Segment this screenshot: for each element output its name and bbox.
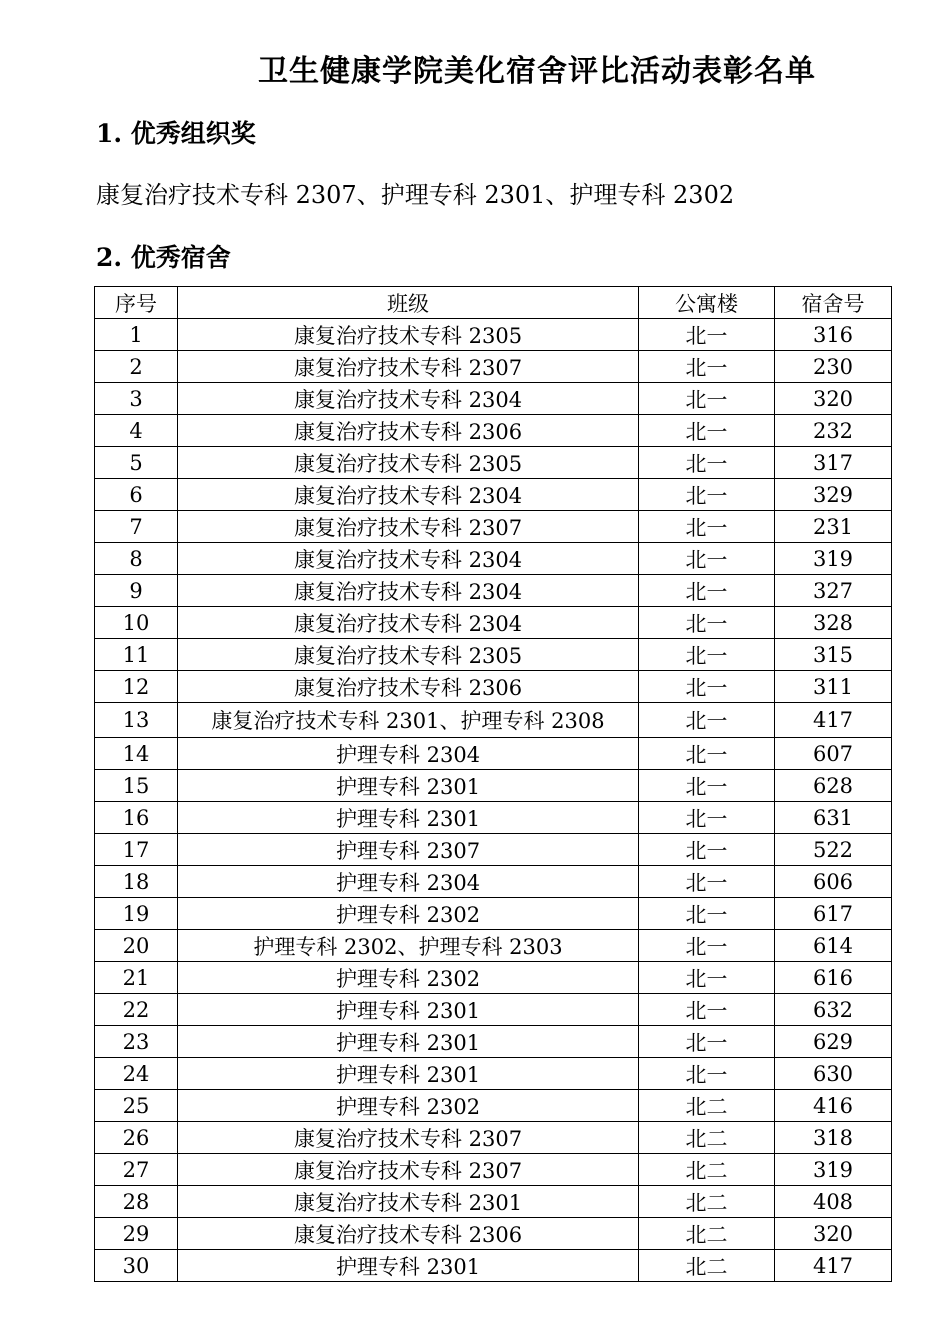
table-row [95,930,892,962]
cell-room: 416 [775,1090,892,1122]
cell-room: 629 [775,1026,892,1058]
cell-class: 康复治疗技术专科 2307 [178,1122,639,1154]
cell-building: 北一 [639,639,775,671]
cell-building: 北一 [639,415,775,447]
cell-no: 22 [95,994,178,1026]
cell-building: 北一 [639,479,775,511]
cell-room: 230 [775,351,892,383]
table-row [95,639,892,671]
cell-no: 10 [95,607,178,639]
cell-class: 康复治疗技术专科 2301 [178,1186,639,1218]
table-row [95,351,892,383]
header-class: 班级 [178,287,639,319]
cell-room: 328 [775,607,892,639]
table-row [95,1122,892,1154]
cell-room: 320 [775,1218,892,1250]
cell-room: 628 [775,770,892,802]
table-row [95,1154,892,1186]
cell-building: 北一 [639,607,775,639]
cell-no: 21 [95,962,178,994]
cell-class: 护理专科 2301 [178,802,639,834]
cell-no: 25 [95,1090,178,1122]
table-body [95,319,892,1282]
cell-no: 7 [95,511,178,543]
cell-class: 护理专科 2301 [178,1058,639,1090]
section-heading-dormitory-award: 2. 优秀宿舍 [96,243,231,272]
table-row [95,802,892,834]
table-row [95,575,892,607]
cell-room: 606 [775,866,892,898]
cell-no: 20 [95,930,178,962]
cell-room: 607 [775,738,892,770]
cell-room: 318 [775,1122,892,1154]
cell-no: 15 [95,770,178,802]
cell-class: 康复治疗技术专科 2304 [178,543,639,575]
table-row [95,866,892,898]
cell-building: 北一 [639,770,775,802]
cell-building: 北二 [639,1250,775,1282]
header-building: 公寓楼 [639,287,775,319]
table-row [95,834,892,866]
cell-no: 27 [95,1154,178,1186]
cell-building: 北一 [639,866,775,898]
cell-building: 北一 [639,834,775,866]
cell-building: 北二 [639,1122,775,1154]
cell-room: 317 [775,447,892,479]
table-row [95,1026,892,1058]
cell-room: 522 [775,834,892,866]
cell-no: 19 [95,898,178,930]
cell-no: 1 [95,319,178,351]
cell-no: 24 [95,1058,178,1090]
cell-room: 319 [775,543,892,575]
cell-building: 北一 [639,1058,775,1090]
cell-class: 康复治疗技术专科 2304 [178,383,639,415]
table-row [95,479,892,511]
cell-room: 329 [775,479,892,511]
cell-no: 5 [95,447,178,479]
cell-class: 康复治疗技术专科 2301、护理专科 2308 [178,703,639,738]
table-row [95,511,892,543]
table-row [95,1058,892,1090]
cell-no: 6 [95,479,178,511]
cell-no: 3 [95,383,178,415]
table-row [95,1186,892,1218]
cell-no: 28 [95,1186,178,1218]
table-row [95,415,892,447]
cell-class: 康复治疗技术专科 2304 [178,479,639,511]
cell-class: 康复治疗技术专科 2306 [178,1218,639,1250]
cell-building: 北一 [639,351,775,383]
cell-no: 29 [95,1218,178,1250]
table-row [95,1250,892,1282]
cell-class: 护理专科 2307 [178,834,639,866]
cell-class: 康复治疗技术专科 2306 [178,671,639,703]
table-row [95,770,892,802]
organization-award-list: 康复治疗技术专科 2307、护理专科 2301、护理专科 2302 [96,181,735,209]
table-row [95,994,892,1026]
cell-building: 北一 [639,738,775,770]
header-no: 序号 [95,287,178,319]
cell-room: 311 [775,671,892,703]
cell-class: 护理专科 2302 [178,962,639,994]
cell-no: 2 [95,351,178,383]
cell-no: 11 [95,639,178,671]
cell-class: 康复治疗技术专科 2304 [178,607,639,639]
honor-table [94,286,892,1282]
cell-no: 12 [95,671,178,703]
cell-room: 315 [775,639,892,671]
cell-no: 17 [95,834,178,866]
cell-class: 康复治疗技术专科 2305 [178,319,639,351]
cell-class: 护理专科 2304 [178,738,639,770]
cell-class: 康复治疗技术专科 2307 [178,351,639,383]
cell-building: 北二 [639,1218,775,1250]
cell-room: 408 [775,1186,892,1218]
cell-no: 16 [95,802,178,834]
cell-room: 417 [775,1250,892,1282]
cell-building: 北一 [639,930,775,962]
table-row [95,319,892,351]
cell-room: 320 [775,383,892,415]
table-row [95,962,892,994]
cell-class: 护理专科 2302、护理专科 2303 [178,930,639,962]
cell-class: 护理专科 2301 [178,770,639,802]
cell-no: 23 [95,1026,178,1058]
cell-class: 康复治疗技术专科 2305 [178,447,639,479]
cell-no: 14 [95,738,178,770]
cell-class: 康复治疗技术专科 2307 [178,1154,639,1186]
cell-building: 北一 [639,575,775,607]
section-heading-organization-award: 1. 优秀组织奖 [96,119,256,148]
cell-building: 北二 [639,1090,775,1122]
cell-room: 630 [775,1058,892,1090]
table-header-row [95,287,892,319]
cell-building: 北一 [639,671,775,703]
cell-no: 8 [95,543,178,575]
cell-room: 617 [775,898,892,930]
cell-building: 北一 [639,319,775,351]
table-row [95,383,892,415]
table-row [95,607,892,639]
cell-room: 231 [775,511,892,543]
cell-room: 631 [775,802,892,834]
table-row [95,703,892,738]
cell-no: 4 [95,415,178,447]
cell-building: 北一 [639,543,775,575]
cell-class: 护理专科 2301 [178,1026,639,1058]
cell-building: 北一 [639,511,775,543]
cell-class: 康复治疗技术专科 2307 [178,511,639,543]
cell-building: 北一 [639,802,775,834]
cell-class: 护理专科 2302 [178,898,639,930]
cell-building: 北一 [639,383,775,415]
table-row [95,543,892,575]
cell-room: 417 [775,703,892,738]
cell-no: 26 [95,1122,178,1154]
page-title: 卫生健康学院美化宿舍评比活动表彰名单 [258,54,816,89]
cell-room: 319 [775,1154,892,1186]
table-row [95,447,892,479]
cell-room: 614 [775,930,892,962]
header-room: 宿舍号 [775,287,892,319]
cell-building: 北一 [639,962,775,994]
cell-room: 316 [775,319,892,351]
cell-class: 护理专科 2302 [178,1090,639,1122]
cell-building: 北一 [639,447,775,479]
table-row [95,738,892,770]
cell-class: 护理专科 2301 [178,1250,639,1282]
table-row [95,1218,892,1250]
table-row [95,671,892,703]
cell-class: 康复治疗技术专科 2306 [178,415,639,447]
cell-room: 616 [775,962,892,994]
cell-class: 护理专科 2301 [178,994,639,1026]
cell-building: 北二 [639,1154,775,1186]
cell-building: 北一 [639,1026,775,1058]
cell-no: 9 [95,575,178,607]
cell-class: 康复治疗技术专科 2305 [178,639,639,671]
cell-no: 30 [95,1250,178,1282]
cell-building: 北二 [639,1186,775,1218]
table-row [95,898,892,930]
cell-no: 18 [95,866,178,898]
table-row [95,1090,892,1122]
cell-building: 北一 [639,703,775,738]
cell-room: 232 [775,415,892,447]
cell-no: 13 [95,703,178,738]
cell-class: 康复治疗技术专科 2304 [178,575,639,607]
cell-room: 327 [775,575,892,607]
cell-building: 北一 [639,994,775,1026]
cell-room: 632 [775,994,892,1026]
cell-class: 护理专科 2304 [178,866,639,898]
cell-building: 北一 [639,898,775,930]
